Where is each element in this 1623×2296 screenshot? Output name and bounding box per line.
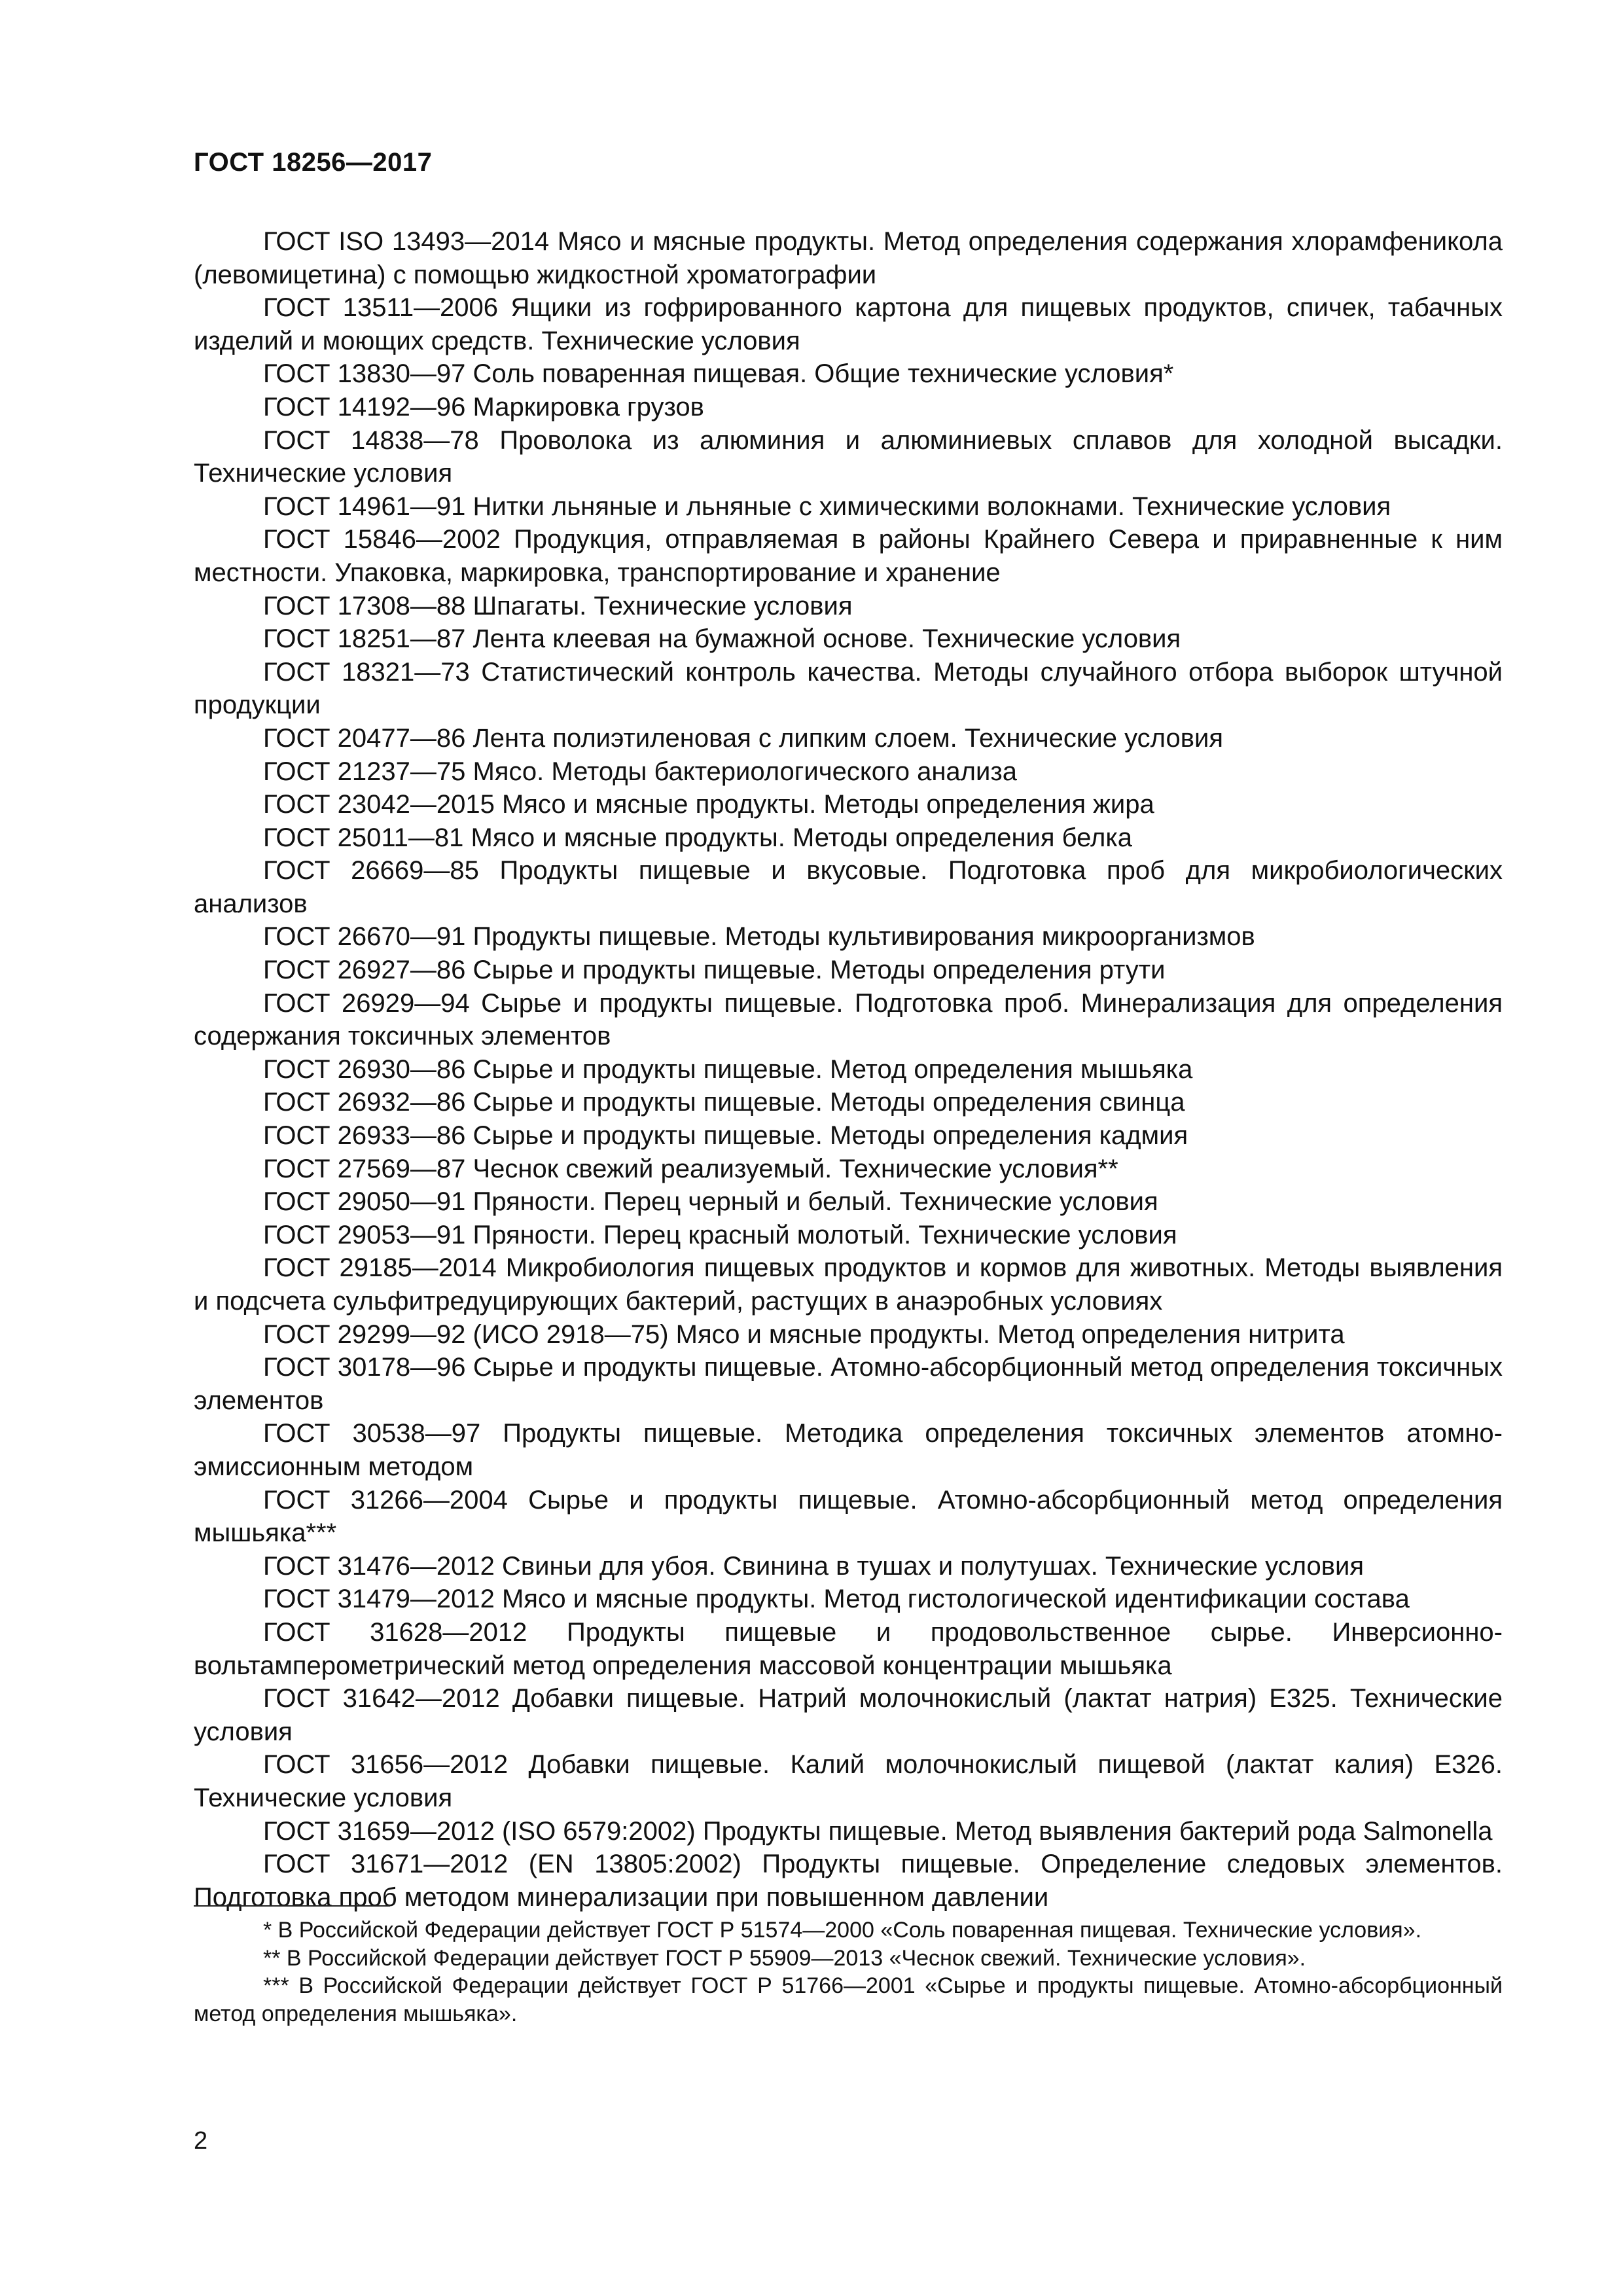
footnote-item: ** В Российской Федерации действует ГОСТ Р 55909—2013 «Чеснок свежий. Технические условия». — [263, 1945, 1306, 1971]
reference-item: ГОСТ 29185—2014 Микробиология пищевых продуктов и кормов для животных. Методы выявления и подсчета сульфитредуцирующих бактерий, растущих в анаэробных условиях — [194, 1253, 1503, 1316]
reference-item: ГОСТ 31642—2012 Добавки пищевые. Натрий молочнокислый (лактат натрия) Е325. Технические условия — [194, 1684, 1503, 1746]
footnote-item: * В Российской Федерации действует ГОСТ Р 51574—2000 «Соль поваренная пищевая. Технические условия». — [263, 1918, 1422, 1943]
reference-item: ГОСТ 15846—2002 Продукция, отправляемая в районы Крайнего Севера и приравненные к ним местности. Упаковка, маркировка, транспортирование и хранение — [194, 525, 1503, 587]
reference-item: ГОСТ 26930—86 Сырье и продукты пищевые. Метод определения мышьяка — [263, 1054, 1193, 1084]
reference-item: ГОСТ 29050—91 Пряности. Перец черный и белый. Технические условия — [263, 1187, 1158, 1217]
reference-item: ГОСТ 14961—91 Нитки льняные и льняные с химическими волокнами. Технические условия — [263, 492, 1391, 521]
reference-item: ГОСТ 14192—96 Маркировка грузов — [263, 392, 704, 422]
reference-item: ГОСТ 26927—86 Сырье и продукты пищевые. Методы определения ртути — [263, 956, 1166, 985]
reference-item: ГОСТ 23042—2015 Мясо и мясные продукты. Методы определения жира — [263, 790, 1154, 819]
document-header: ГОСТ 18256—2017 — [194, 148, 433, 177]
reference-item: ГОСТ 26669—85 Продукты пищевые и вкусовые. Подготовка проб для микробиологических анализов — [194, 856, 1503, 918]
reference-item: ГОСТ 18251—87 Лента клеевая на бумажной основе. Технические условия — [263, 624, 1181, 654]
reference-item: ГОСТ 26929—94 Сырье и продукты пищевые. Подготовка проб. Минерализация для определения содержания токсичных элементов — [194, 988, 1503, 1051]
page-number: 2 — [194, 2127, 208, 2155]
reference-item: ГОСТ 21237—75 Мясо. Методы бактериологического анализа — [263, 757, 1017, 786]
reference-item: ГОСТ 25011—81 Мясо и мясные продукты. Методы определения белка — [263, 823, 1133, 852]
reference-item: ГОСТ 31479—2012 Мясо и мясные продукты. Метод гистологической идентификации состава — [263, 1585, 1410, 1614]
reference-item: ГОСТ 31656—2012 Добавки пищевые. Калий молочнокислый пищевой (лактат калия) Е326. Технические условия — [194, 1750, 1503, 1812]
footnote-separator — [194, 1905, 390, 1907]
reference-item: ГОСТ 29053—91 Пряности. Перец красный молотый. Технические условия — [263, 1220, 1177, 1249]
reference-item: ГОСТ 13830—97 Соль поваренная пищевая. Общие технические условия* — [263, 359, 1174, 389]
reference-item: ГОСТ 29299—92 (ИСО 2918—75) Мясо и мясные продукты. Метод определения нитрита — [263, 1319, 1345, 1349]
reference-item: ГОСТ 26670—91 Продукты пищевые. Методы культивирования микроорганизмов — [263, 922, 1255, 952]
reference-item: ГОСТ 13511—2006 Ящики из гофрированного картона для пищевых продуктов, спичек, табачных изделий и моющих средств. Технические условия — [194, 293, 1503, 355]
reference-item: ГОСТ 27569—87 Чеснок свежий реализуемый. Технические условия** — [263, 1154, 1118, 1183]
reference-item: ГОСТ 26933—86 Сырье и продукты пищевые. Методы определения кадмия — [263, 1121, 1188, 1151]
reference-item: ГОСТ 31671—2012 (EN 13805:2002) Продукты пищевые. Определение следовых элементов. Подготовка проб методом минерализации при повышенном давлении — [194, 1850, 1503, 1912]
reference-item: ГОСТ 26932—86 Сырье и продукты пищевые. Методы определения свинца — [263, 1088, 1185, 1117]
reference-item: ГОСТ 31266—2004 Сырье и продукты пищевые. Атомно-абсорбционный метод определения мышьяка*** — [194, 1485, 1503, 1548]
footnote-item: *** В Российской Федерации действует ГОСТ Р 51766—2001 «Сырье и продукты пищевые. Атомно-абсорбционный метод определения мышьяка». — [194, 1973, 1503, 2026]
reference-item: ГОСТ 20477—86 Лента полиэтиленовая с липким слоем. Технические условия — [263, 723, 1223, 753]
reference-item: ГОСТ 31628—2012 Продукты пищевые и продовольственное сырье. Инверсионно-вольтамперометрический метод определения массовой концентрации мышьяка — [194, 1617, 1503, 1680]
reference-item: ГОСТ 31476—2012 Свиньи для убоя. Свинина в тушах и полутушах. Технические условия — [263, 1551, 1364, 1581]
normative-references-list — [194, 225, 1503, 1914]
reference-item: ГОСТ 30538—97 Продукты пищевые. Методика определения токсичных элементов атомно-эмиссионным методом — [194, 1419, 1503, 1481]
reference-item: ГОСТ 31659—2012 (ISO 6579:2002) Продукты пищевые. Метод выявления бактерий рода Salmonella — [263, 1816, 1493, 1846]
reference-item: ГОСТ 17308—88 Шпагаты. Технические условия — [263, 591, 853, 620]
reference-item: ГОСТ ISO 13493—2014 Мясо и мясные продукты. Метод определения содержания хлорамфеникола (левомицетина) с помощью жидкостной хроматографии — [194, 227, 1503, 289]
reference-item: ГОСТ 30178—96 Сырье и продукты пищевые. Атомно-абсорбционный метод определения токсичных элементов — [194, 1353, 1503, 1415]
reference-item: ГОСТ 18321—73 Статистический контроль качества. Методы случайного отбора выборок штучной продукции — [194, 657, 1503, 720]
reference-item: ГОСТ 14838—78 Проволока из алюминия и алюминиевых сплавов для холодной высадки. Технические условия — [194, 425, 1503, 488]
footnotes — [194, 1916, 1503, 2028]
